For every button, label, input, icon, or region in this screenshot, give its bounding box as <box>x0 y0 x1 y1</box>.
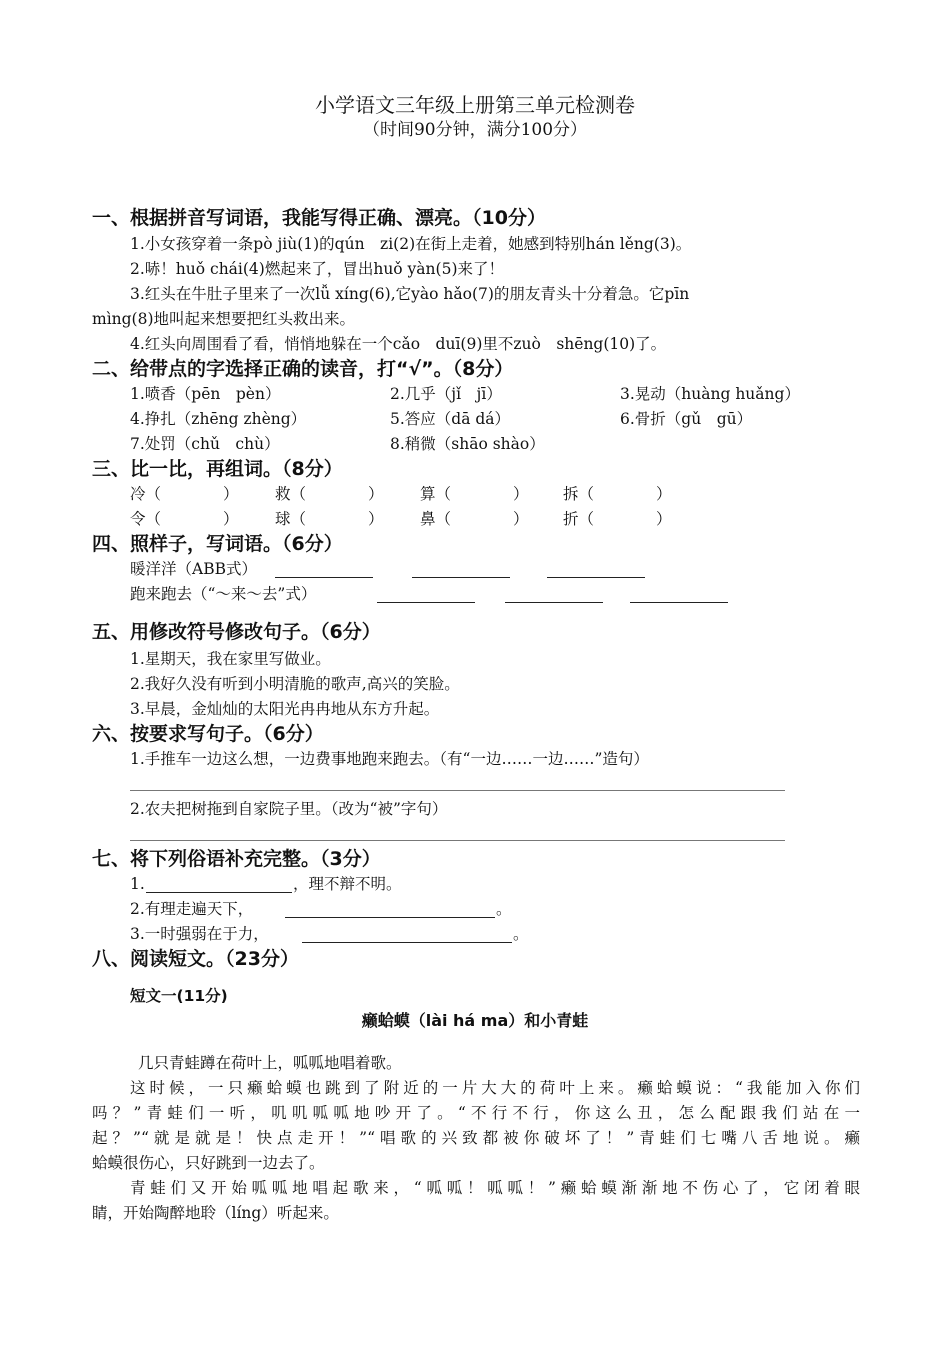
s4-line-1: 暖洋洋（ABB式） <box>130 560 257 578</box>
s6-answer-line-1[interactable] <box>130 790 785 791</box>
s1-line-3: 3.红头在牛肚子里来了一次lǚ xíng(6),它yào hǎo(7)的朋友青头十分着急。它pīn <box>130 285 690 303</box>
s7-blank-3[interactable] <box>302 942 512 943</box>
s2-item-7: 7.处罚（chǔ chù） <box>130 435 280 453</box>
s6-line-2: 2.农夫把树拖到自家院子里。（改为“被”字句） <box>130 800 448 818</box>
passage-1-title: 癞蛤蟆（lài há ma）和小青蛙 <box>361 1011 589 1030</box>
passage-p3-line-1: 青蛙们又开始呱呱地唱起歌来，“呱呱！呱呱！”癞蛤蟆渐渐地不伤心了，它闭着眼 <box>130 1179 860 1197</box>
passage-p1: 几只青蛙蹲在荷叶上，呱呱地唱着歌。 <box>138 1054 402 1072</box>
section-3-heading: 三、比一比，再组词。（8分） <box>92 458 343 480</box>
page-subtitle: （时间90分钟，满分100分） <box>362 120 588 140</box>
s3-row1-3: 算（ ） <box>420 485 529 503</box>
s6-line-1: 1.手推车一边这么想，一边费事地跑来跑去。（有“一边……一边……”造句） <box>130 750 649 768</box>
passage-p2-line-3: 起？”“就是就是！快点走开！”“唱歌的兴致都被你破坏了！”青蛙们七嘴八舌地说。癞 <box>92 1129 860 1147</box>
page-title: 小学语文三年级上册第三单元检测卷 <box>315 93 635 117</box>
s2-item-8: 8.稍微（shāo shào） <box>390 435 545 453</box>
s2-item-2: 2.几乎（jǐ jī） <box>390 385 502 403</box>
s4-blank-1[interactable] <box>275 577 373 578</box>
s4-blank-5[interactable] <box>505 602 603 603</box>
passage-p3-line-2: 睛，开始陶醉地聆（líng）听起来。 <box>92 1204 339 1222</box>
s5-line-2: 2.我好久没有听到小明清脆的歌声,高兴的笑脸。 <box>130 675 460 693</box>
s3-row1-2: 救（ ） <box>275 485 384 503</box>
s3-row2-3: 鼻（ ） <box>420 510 529 528</box>
s7-blank-2[interactable] <box>285 917 495 918</box>
section-7-heading: 七、将下列俗语补充完整。（3分） <box>92 848 381 870</box>
passage-1-label: 短文一(11分) <box>130 987 228 1005</box>
section-2-heading: 二、给带点的字选择正确的读音，打“√”。（8分） <box>92 358 514 380</box>
s5-line-1: 1.星期天，我在家里写做业。 <box>130 650 331 668</box>
section-4-heading: 四、照样子，写词语。（6分） <box>92 533 343 555</box>
s7-line-3-suffix: 。 <box>513 925 529 943</box>
section-5-heading: 五、用修改符号修改句子。（6分） <box>92 621 381 643</box>
passage-p2-line-2: 吗？”青蛙们一听，叽叽呱呱地吵开了。“不行不行，你这么丑，怎么配跟我们站在一 <box>92 1104 860 1122</box>
s2-item-1: 1.喷香（pēn pèn） <box>130 385 281 403</box>
s4-blank-2[interactable] <box>412 577 510 578</box>
s4-line-2: 跑来跑去（“～来～去”式） <box>130 585 317 603</box>
s7-line-3-prefix: 3.一时强弱在于力， <box>130 925 269 943</box>
s7-line-2-prefix: 2.有理走遍天下， <box>130 900 254 918</box>
s2-item-6: 6.骨折（gǔ gū） <box>620 410 753 428</box>
s1-line-2: 2.哧！huǒ chái(4)燃起来了，冒出huǒ yàn(5)来了！ <box>130 260 504 278</box>
s2-item-5: 5.答应（dā dá） <box>390 410 511 428</box>
s4-blank-4[interactable] <box>377 602 475 603</box>
s2-item-3: 3.晃动（huàng huǎng） <box>620 385 800 403</box>
s3-row2-1: 令（ ） <box>130 510 239 528</box>
passage-p2-line-4: 蛤蟆很伤心，只好跳到一边去了。 <box>92 1154 325 1172</box>
s4-blank-6[interactable] <box>630 602 728 603</box>
s7-line-1-suffix: ，理不辩不明。 <box>293 875 402 893</box>
section-1-heading: 一、根据拼音写词语，我能写得正确、漂亮。（10分） <box>92 207 546 229</box>
s7-blank-1[interactable] <box>146 892 292 893</box>
s7-line-2-suffix: 。 <box>496 900 512 918</box>
s4-blank-3[interactable] <box>547 577 645 578</box>
section-6-heading: 六、按要求写句子。（6分） <box>92 723 324 745</box>
s6-answer-line-2[interactable] <box>130 840 785 841</box>
s3-row2-4: 折（ ） <box>563 510 672 528</box>
s7-line-1-prefix: 1. <box>130 875 145 893</box>
s1-line-1: 1.小女孩穿着一条pò jiù(1)的qún zi(2)在街上走着，她感到特别hán lěng(3)。 <box>130 235 692 253</box>
s1-line-3-cont: mìng(8)地叫起来想要把红头救出来。 <box>92 310 356 328</box>
passage-p2-line-1: 这时候，一只癞蛤蟆也跳到了附近的一片大大的荷叶上来。癞蛤蟆说：“我能加入你们 <box>130 1079 860 1097</box>
s3-row1-1: 冷（ ） <box>130 485 239 503</box>
s1-line-4: 4.红头向周围看了看，悄悄地躲在一个cǎo duī(9)里不zuò shēng(10)了。 <box>130 335 667 353</box>
s2-item-4: 4.挣扎（zhēng zhèng） <box>130 410 307 428</box>
section-8-heading: 八、阅读短文。（23分） <box>92 948 299 970</box>
s5-line-3: 3.早晨，金灿灿的太阳光冉冉地从东方升起。 <box>130 700 440 718</box>
s3-row2-2: 球（ ） <box>275 510 384 528</box>
s3-row1-4: 拆（ ） <box>563 485 672 503</box>
